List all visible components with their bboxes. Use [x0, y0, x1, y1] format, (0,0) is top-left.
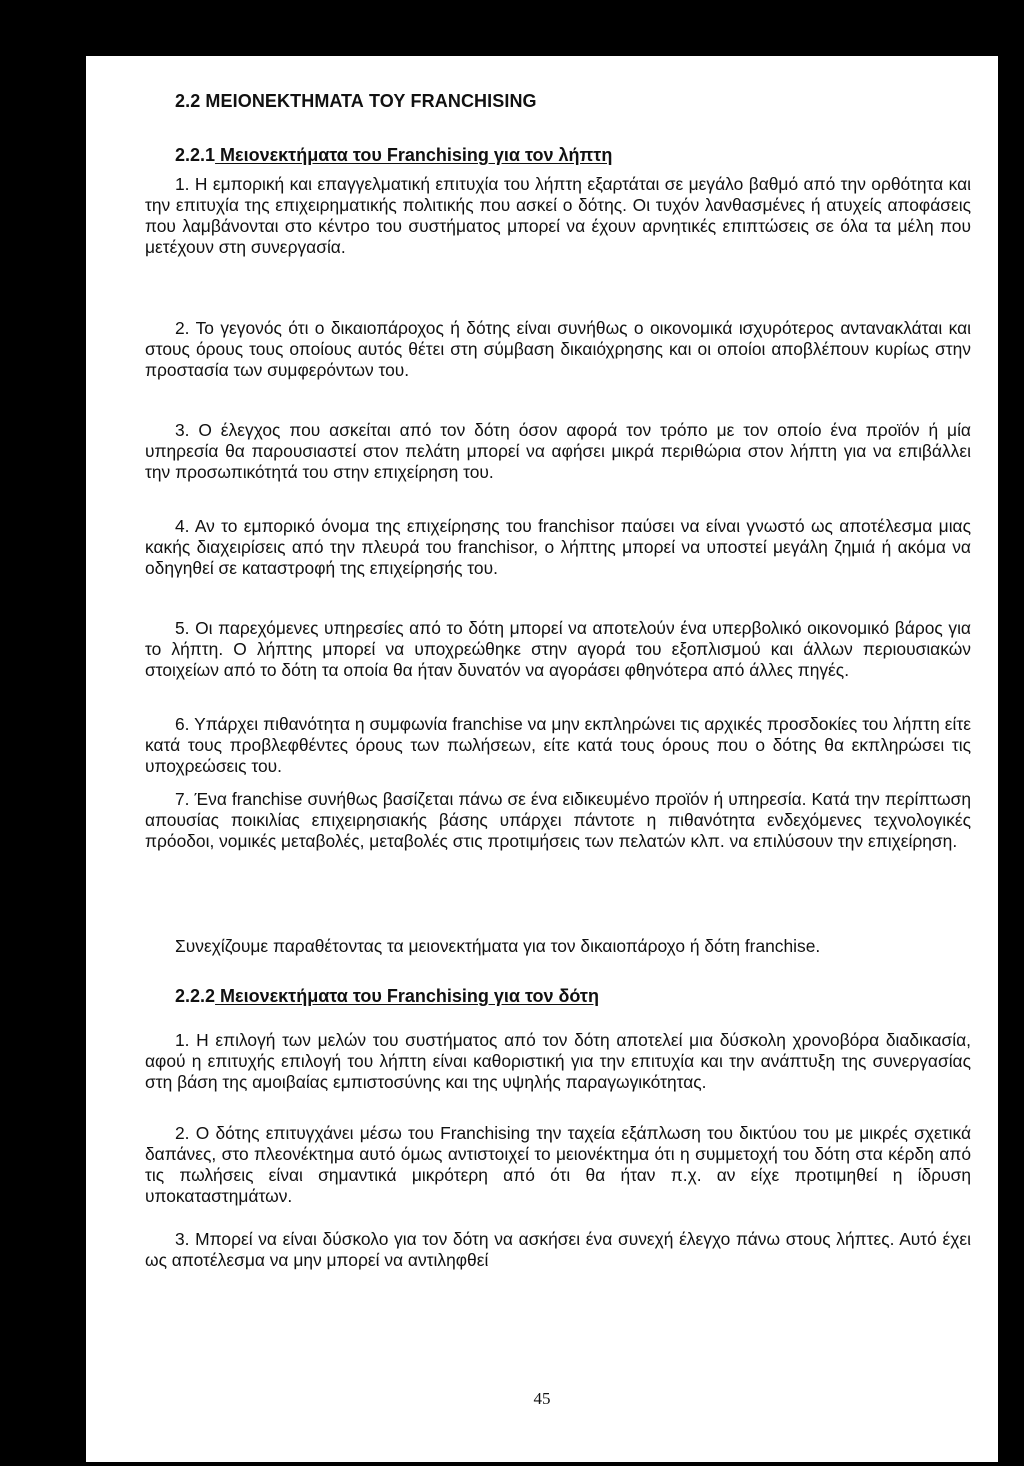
- subsection-title: Μειονεκτήματα του Franchising για τον λήπτη: [215, 145, 613, 165]
- subsection-title: Μειονεκτήματα του Franchising για τον δότη: [215, 986, 599, 1006]
- page-number: 45: [533, 1389, 551, 1408]
- paragraph: 5. Οι παρεχόμενες υπηρεσίες από το δότη μπορεί να αποτελούν ένα υπερβολικό οικονομικό βάρος για το λήπτη. Ο λήπτης μπορεί να υποχρεώθηκε στην αγορά του εξοπλισμού και άλλων περιουσιακών στοιχείων από το δότη τα οποία θα ήταν δυνατόν να αγοράσει φθηνότερα από άλλες πηγές.: [145, 618, 971, 681]
- paragraph: 1. Η εμπορική και επαγγελματική επιτυχία του λήπτη εξαρτάται σε μεγάλο βαθμό από την ορθότητα και την επιτυχία της επιχειρηματικής πολιτικής που ασκεί ο δότης. Οι τυχόν λανθασμένες ή ατυχείς αποφάσεις που λαμβάνονται στο κέντρο του συστήματος μπορεί να έχουν αρνητικές επιπτώσεις σε όλα τα μέλη που μετέχουν στη συνεργασία.: [145, 174, 971, 258]
- subsection-heading-taker: [175, 145, 612, 166]
- subsection-heading-giver: [175, 986, 599, 1007]
- paragraph: 2. Το γεγονός ότι ο δικαιοπάροχος ή δότης είναι συνήθως ο οικονομικά ισχυρότερος αντανακλάται και στους όρους τους οποίους αυτός θέτει στη σύμβαση δικαιόχρησης και οι οποίοι αποβλέπουν κυρίως στην προστασία των συμφερόντων του.: [145, 318, 971, 381]
- paragraph: 6. Υπάρχει πιθανότητα η συμφωνία franchise να μην εκπληρώνει τις αρχικές προσδοκίες του λήπτη είτε κατά τους προβλεφθέντες όρους των πωλήσεων, είτε κατά τους όρους που ο δότης θα εκπληρώσει τις υποχρεώσεις του.: [145, 714, 971, 777]
- paragraph: 1. Η επιλογή των μελών του συστήματος από τον δότη αποτελεί μια δύσκολη χρονοβόρα διαδικασία, αφού η επιτυχής επιλογή του λήπτη είναι καθοριστική για την επιτυχία και την ανάπτυξη της συνεργασίας στη βάση της αμοιβαίας εμπιστοσύνης και της υψηλής παραγωγικότητας.: [145, 1030, 971, 1093]
- section-heading: 2.2 ΜΕΙΟΝΕΚΤΗΜΑΤΑ ΤΟΥ FRANCHISING: [175, 91, 537, 111]
- subsection-number: 2.2.1: [175, 145, 216, 165]
- paragraph: 4. Αν το εμπορικό όνομα της επιχείρησης του franchisor παύσει να είναι γνωστό ως αποτέλεσμα μιας κακής διαχειρίσεις από την πλευρά του franchisor, ο λήπτης μπορεί να υποστεί μεγάλη ζημιά ή ακόμα να οδηγηθεί σε καταστροφή της επιχείρησής του.: [145, 516, 971, 579]
- paragraph: Συνεχίζουμε παραθέτοντας τα μειονεκτήματα για τον δικαιοπάροχο ή δότη franchise.: [175, 936, 821, 956]
- document-page: [86, 56, 998, 1462]
- paragraph: 3. Ο έλεγχος που ασκείται από τον δότη όσον αφορά τον τρόπο με τον οποίο ένα προϊόν ή μία υπηρεσία θα παρουσιαστεί στον πελάτη μπορεί να αφήσει μικρά περιθώρια στον λήπτη για να επιβάλλει την προσωπικότητά του στην επιχείρηση του.: [145, 420, 971, 483]
- paragraph: 3. Μπορεί να είναι δύσκολο για τον δότη να ασκήσει ένα συνεχή έλεγχο πάνω στους λήπτες. Αυτό έχει ως αποτέλεσμα να μην μπορεί να αντιληφθεί: [145, 1229, 971, 1271]
- paragraph: 2. Ο δότης επιτυγχάνει μέσω του Franchising την ταχεία εξάπλωση του δικτύου του με μικρές σχετικά δαπάνες, στο πλεονέκτημα αυτό όμως αντιστοιχεί το μειονέκτημα ότι η συμμετοχή του δότη στα κέρδη από τις πωλήσεις είναι σημαντικά μικρότερη από ότι θα ήταν π.χ. αν είχε προτιμηθεί η ίδρυση υποκαταστημάτων.: [145, 1123, 971, 1207]
- paragraph: 7. Ένα franchise συνήθως βασίζεται πάνω σε ένα ειδικευμένο προϊόν ή υπηρεσία. Κατά την περίπτωση απουσίας ποικιλίας επιχειρησιακής βάσης υπάρχει πάντοτε η πιθανότητα ενδεχόμενες τεχνολογικές πρόοδοι, νομικές μεταβολές, μεταβολές στις προτιμήσεις των πελατών κλπ. να επιλύσουν την επιχείρηση.: [145, 789, 971, 852]
- subsection-number: 2.2.2: [175, 986, 216, 1006]
